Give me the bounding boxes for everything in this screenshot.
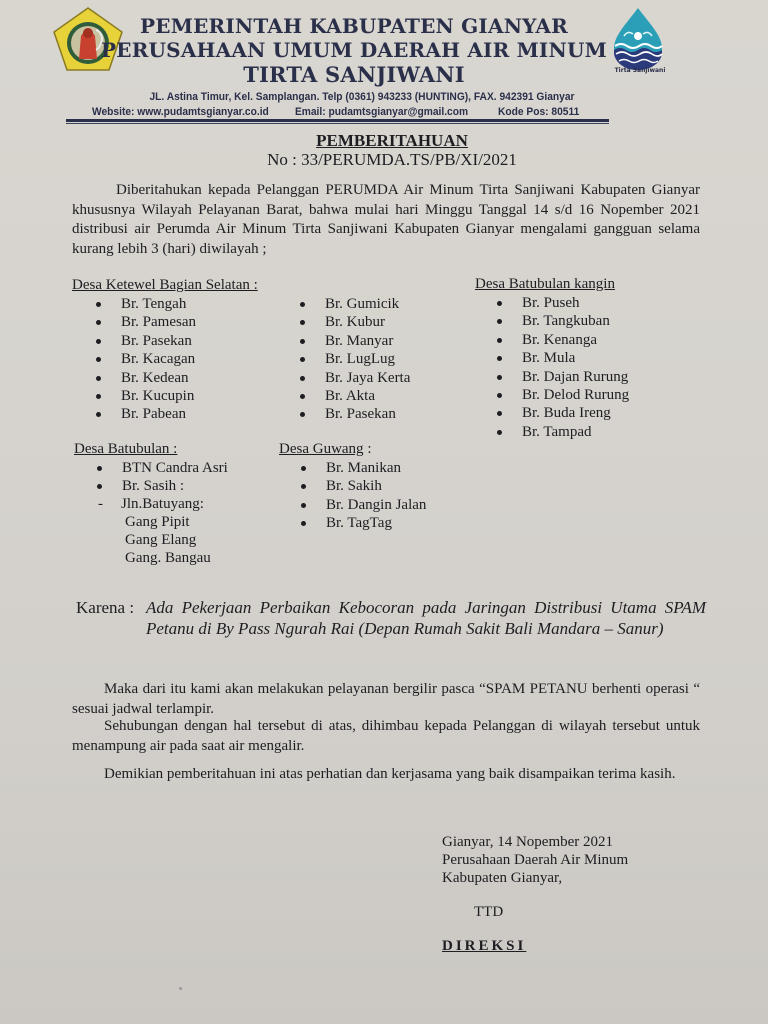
list-item: BTN Candra Asri [97,459,277,477]
email-text: Email: pudamtsgianyar@gmail.com [294,106,469,118]
list-item: Br. Dangin Jalan [301,496,481,514]
ketewel-list-col1 [96,295,276,424]
letterhead-rule-thin [66,123,609,124]
paper-speck [179,987,182,990]
guwang-list [301,459,481,533]
dash-marker: - [98,496,103,512]
list-item: Br. Dajan Rurung [497,368,677,386]
sub-heading-jln-batuyang: Jln.Batuyang: [121,496,204,512]
list-item: Br. Manyar [300,332,460,350]
list-item: Br. Pasekan [96,332,276,350]
service-paragraph: Maka dari itu kami akan melakukan pelayanan bergilir pasca “SPAM PETANU berhenti operasi “ sesuai jadwal terlampir. [72,681,700,717]
list-item: Br. Kenanga [497,331,677,349]
list-item: Br. Pamesan [96,313,276,331]
list-item: Br. Pasekan [300,405,460,423]
reason-label: Karena : [76,598,135,617]
list-item: Br. Gumicik [300,295,460,313]
notice-title: PEMBERITAHUAN [316,131,468,150]
sub-item: Gang Elang [125,532,197,548]
letterhead-line-1: PEMERINTAH KABUPATEN GIANYAR [140,14,568,38]
list-item: Br. Tangkuban [497,312,677,330]
closing-paragraph: Demikian pemberitahuan ini atas perhatian dan kerjasama yang baik disampaikan terima kasih. [104,766,676,782]
list-item: Br. Pabean [96,405,276,423]
list-item: Br. Sakih [301,477,481,495]
sub-item: Gang Pipit [125,514,190,530]
letterhead-contact [92,106,579,118]
batubulan-kangin-list [497,294,677,441]
advice-paragraph: Sehubungan dengan hal tersebut di atas, dihimbau kepada Pelanggan di wilayah tersebut untuk menampung air pada saat air mengalir. [72,718,700,754]
signer-title: DIREKSI [442,938,527,954]
heading-desa-batubulan-kangin: Desa Batubulan kangin [475,276,615,292]
sub-item: Gang. Bangau [125,550,211,566]
list-item: Br. Manikan [301,459,481,477]
signature-org-1: Perusahaan Daerah Air Minum [442,852,629,868]
list-item: Br. Tengah [96,295,276,313]
website-link: Website: www.pudamtsgianyar.co.id [92,106,269,118]
list-item: Br. Kubur [300,313,460,331]
list-item: Br. Tampad [497,423,677,441]
letterhead-address: JL. Astina Timur, Kel. Samplangan. Telp (0361) 943233 (HUNTING), FAX. 942391 Gianyar [149,91,575,103]
place-date: Gianyar, 14 Nopember 2021 [442,834,614,850]
list-item: Br. Akta [300,387,460,405]
list-item: Br. Puseh [497,294,677,312]
ketewel-list-col2 [300,295,460,424]
list-item: Br. Kedean [96,369,276,387]
heading-desa-batubulan: Desa Batubulan : [74,441,178,457]
signature-org-2: Kabupaten Gianyar, [442,870,563,886]
reason-text: Ada Pekerjaan Perbaikan Kebocoran pada Jaringan Distribusi Utama SPAM Petanu di By Pass Ngurah Rai (Depan Rumah Sakit Bali Mandara – Sanur) [146,598,706,638]
list-item: Br. Kacagan [96,350,276,368]
list-item: Br. TagTag [301,514,481,532]
logo-caption: Tirta Sanjiwani [614,67,666,74]
list-item: Br. Sasih : [97,477,277,495]
postal-code: Kode Pos: 80511 [497,106,580,118]
letterhead-rule [66,119,609,122]
list-item: Br. Jaya Kerta [300,369,460,387]
notice-number: No : 33/PERUMDA.TS/PB/XI/2021 [267,150,517,169]
list-item: Br. Buda Ireng [497,404,677,422]
ttd-mark: TTD [474,904,504,920]
list-item: Br. LugLug [300,350,460,368]
letterhead-line-2: PERUSAHAAN UMUM DAERAH AIR MINUM [101,38,607,62]
heading-desa-guwang: Desa Guwang : [279,441,372,457]
list-item: Br. Mula [497,349,677,367]
intro-paragraph: Diberitahukan kepada Pelanggan PERUMDA Air Minum Tirta Sanjiwani Kabupaten Gianyar khususnya Wilayah Pelayanan Barat, bahwa mulai hari Minggu Tanggal 14 s/d 16 Nopember 2021 distribusi air Perumda Air Minum Tirta Sanjiwani Kabupaten Gianyar mengalami gangguan selama kurang lebih 3 (hari) diwilayah ; [72,182,700,257]
heading-desa-ketewel: Desa Ketewel Bagian Selatan : [72,277,258,293]
batubulan-list [97,459,277,496]
list-item: Br. Kucupin [96,387,276,405]
letterhead-line-3: TIRTA SANJIWANI [243,62,465,87]
list-item: Br. Delod Rurung [497,386,677,404]
